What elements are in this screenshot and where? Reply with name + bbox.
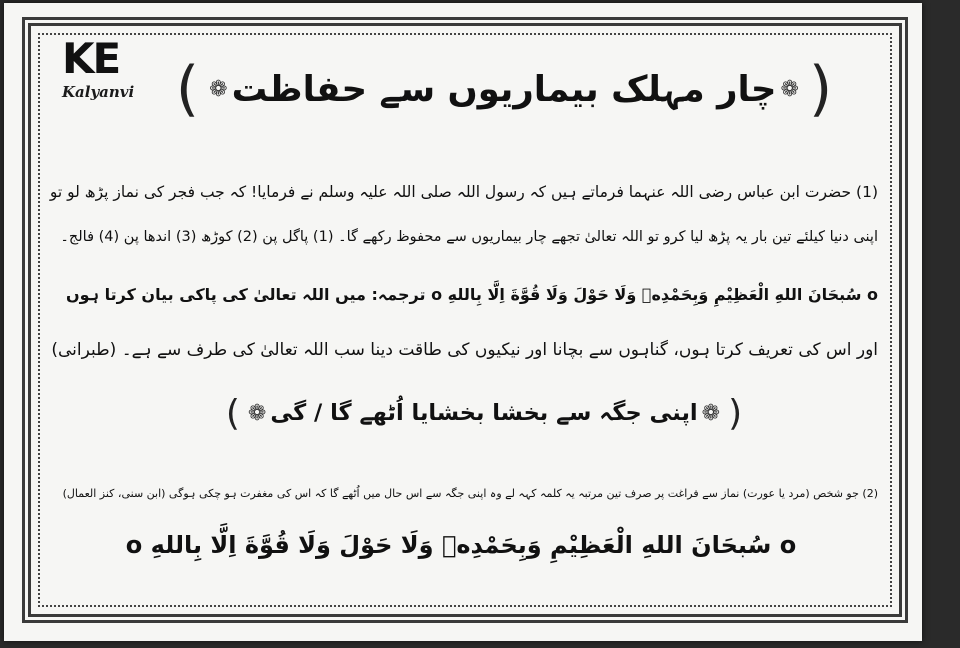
paragraph-2: (2) جو شخص (مرد یا عورت) نماز سے فراغت پر صرف تین مرتبہ یہ کلمہ کہہ لے وہ اپنی جگہ سے اس حال میں اُٹھے گا کہ اس کی مغفرت ہو چکی ہوگی (ابن سنی، کنز العمال) [62,487,878,500]
dua-line-1: o سُبحَانَ اللهِ الْعَظِيْمِ وَبِحَمْدِهٖ وَلَا حَوْلَ وَلَا قُوَّةَ اِلَّا بِاللهِ o ترجمہ: میں اللہ تعالیٰ کی پاکی بیان کرتا ہوں [65,285,878,304]
right-bracket-icon: ) [728,392,743,434]
flower-ornament-icon: ❁ [780,76,799,102]
paragraph-1-line-2: اپنی دنیا کیلئے تین بار یہ پڑھ لیا کرو تو اللہ تعالیٰ تجھے چار بیماریوں سے محفوظ رکھے گا۔ (1) پاگل پن (2) کوڑھ (3) اندھا پن (4) فالج۔ [60,229,878,245]
document-body [44,39,878,601]
flower-ornament-icon: ❁ [701,400,721,426]
dua-line-2: o سُبحَانَ اللهِ الْعَظِيْمِ وَبِحَمْدِهٖ وَلَا حَوْلَ وَلَا قُوَّةَ اِلَّا بِاللهِ o [125,531,797,559]
translation-line: اور اس کی تعریف کرتا ہوں، گناہوں سے بچانا اور نیکیوں کی طاقت دینا سب اللہ تعالیٰ کی طرف سے ہے۔ (طبرانی) [51,340,878,360]
logo-brand-text: Kalyanvi [62,83,135,101]
subtitle: اپنی جگہ سے بخشا بخشایا اُٹھے گا / گی [270,400,698,426]
logo-mark: KE [62,34,120,83]
left-bracket-icon: ( [225,392,240,434]
paragraph-1-line-1: (1) حضرت ابن عباس رضی اللہ عنہما فرماتے ہیں کہ رسول اللہ صلی اللہ علیہ وسلم نے فرمایا! کہ جب فجر کی نماز پڑھ لو تو [49,183,878,201]
subtitle-banner [224,385,744,441]
left-bracket-icon: ( [175,54,200,124]
paper-sheet [4,3,922,641]
right-bracket-icon: ) [808,54,833,124]
flower-ornament-icon: ❁ [209,76,228,102]
page-title: چار مہلک بیماریوں سے حفاظت [231,68,777,110]
flower-ornament-icon: ❁ [247,400,267,426]
